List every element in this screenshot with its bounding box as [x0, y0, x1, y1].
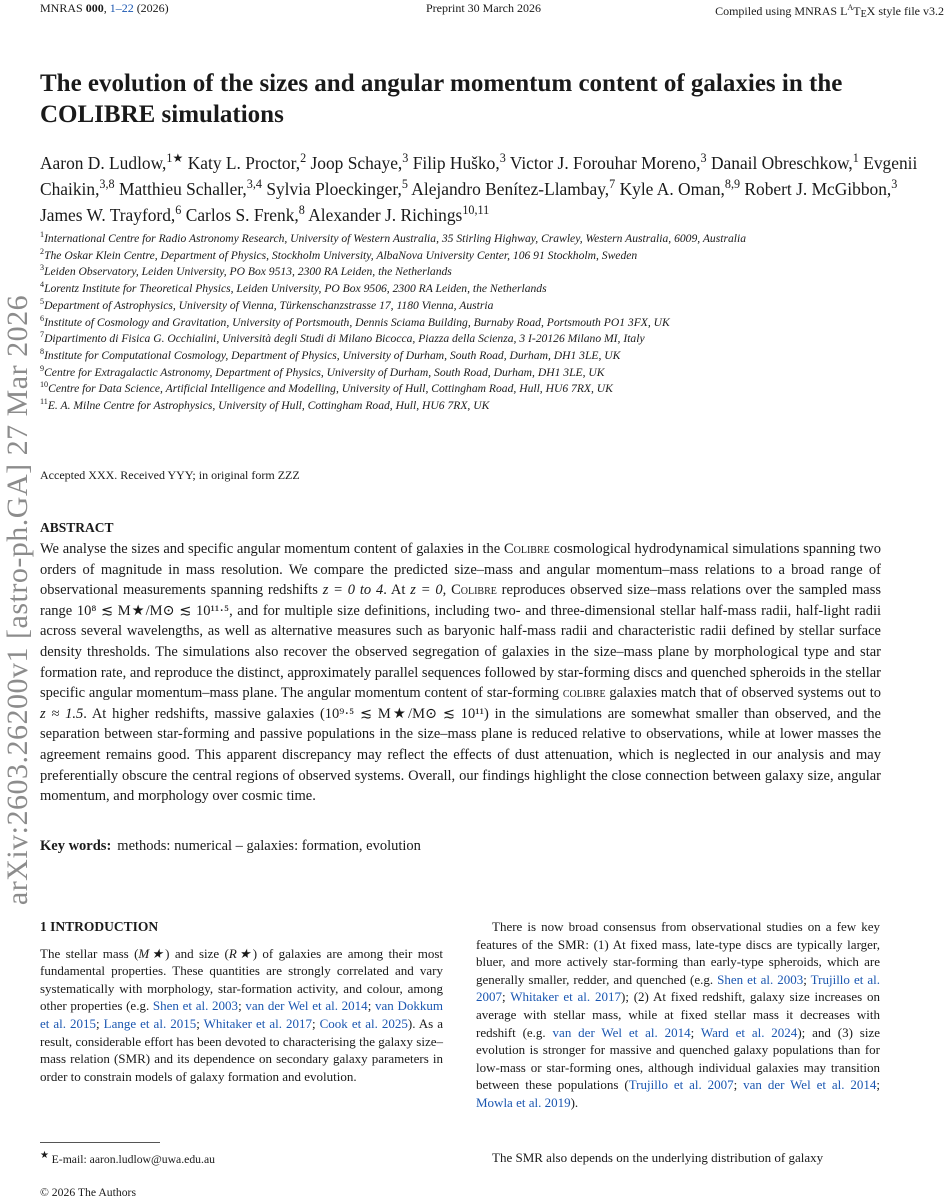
intro-right-column: [476, 918, 880, 1112]
author: Carlos S. Frenk,$^8$: [185, 203, 305, 225]
author: Filip Huško,$^3$: [412, 151, 506, 173]
affiliation: $^2$The Oskar Klein Centre, Department of Physics, Stockholm University, AlbaNova University Center, 106 91 Stockholm, Sweden: [40, 246, 638, 262]
citation-link[interactable]: Whitaker et al. 2017: [203, 1015, 313, 1031]
pages-link[interactable]: 1–22: [109, 1, 134, 15]
affiliation: $^4$Lorentz Institute for Theoretical Physics, Leiden University, PO Box 9506, 2300 RA Leiden, the Netherlands: [40, 280, 547, 296]
running-header-compiled: Compiled using MNRAS $L^ATEX$ style file v3.2: [715, 3, 944, 20]
affiliation: $^7$Dipartimento di Fisica G. Occhialini, Università degli Studi di Milano Bicocca, Piazza della Scienza, 3 I-20126 Milano MI, Italy: [40, 330, 645, 346]
affiliation-list: [40, 231, 940, 415]
section-heading-introduction: 1 INTRODUCTION: [40, 919, 159, 934]
affiliation: $^3$Leiden Observatory, Leiden University, PO Box 9513, 2300 RA Leiden, the Netherlands: [40, 263, 452, 279]
author: Joop Schaye,$^3$: [310, 151, 409, 173]
author: Kyle A. Oman,$^{8,9}$: [619, 177, 741, 199]
author: Danail Obreschkow,$^1$: [710, 151, 859, 173]
citation-link[interactable]: van der Wel et al. 2014: [743, 1077, 877, 1093]
affiliation: $^8$Institute for Computational Cosmology, Department of Physics, University of Durham, South Road, Durham, DH1 3LE, UK: [40, 347, 621, 362]
affiliation: $^9$Centre for Extragalactic Astronomy, Department of Physics, University of Durham, South Road, Durham, DH1 3LE, UK: [40, 363, 605, 379]
citation-link[interactable]: van der Wel et al. 2014: [245, 998, 368, 1014]
author-list: [40, 150, 940, 228]
author: Aaron D. Ludlow,$^{1★}$: [40, 151, 184, 173]
author: Victor J. Forouhar Moreno,$^3$: [509, 151, 707, 173]
arxiv-side-stamp: arXiv:2603.26200v1 [astro-ph.GA] 27 Mar 2026: [1, 294, 34, 906]
affiliation: $^{10}$Centre for Data Science, Artificial Intelligence and Modelling, University of Hull, Cottingham Road, Hull, HU6 7RX, UK: [40, 380, 613, 396]
author: Katy L. Proctor,$^2$: [187, 151, 307, 173]
accepted-line: Accepted XXX. Received YYY; in original form ZZZ: [40, 468, 300, 482]
intro-paragraph-1: The stellar mass (M★) and size (R★) of galaxies are among their most fundamental properties. These quantities are strongly correlated and vary systematically with morphology, star-formation activity, and colour, among other properties (e.g. Shen et al. 2003; van der Wel et al. 2014; van Dokkum et al. 2015; Lange et al. 2015; Whitaker et al. 2017; Cook et al. 2025). As a result, considerable effort has been devoted to characterising the galaxy size–mass relation (SMR) and its dependence on secondary galaxy parameters in order to constrain models of galaxy formation and evolution.: [40, 945, 444, 1084]
citation-link[interactable]: Whitaker et al. 2017: [510, 989, 621, 1005]
citation-link[interactable]: Lange et al. 2015: [103, 1015, 197, 1031]
citation-link[interactable]: van Dokkum et al. 2015: [40, 998, 443, 1031]
citation-link[interactable]: van der Wel et al. 2014: [552, 1024, 691, 1040]
intro-continuation: The SMR also depends on the underlying distribution of galaxy: [492, 1150, 824, 1165]
intro-left-column: [40, 918, 443, 1085]
keywords: Key words: methods: numerical – galaxies: formation, evolution: [40, 838, 421, 854]
author: James W. Trayford,$^6$: [40, 203, 182, 225]
abstract-text: We analyse the sizes and specific angular momentum content of galaxies in the Colibre cosmological hydrodynamical simulations spanning two orders of magnitude in mass resolution. We compare the predicted size–mass and angular momentum–mass relations to a broad range of observational measurements spanning redshifts z = 0 to 4. At z = 0, Colibre reproduces observed size–mass relations over the sampled mass range 10⁸ ≲ M★/M⊙ ≲ 10¹¹·⁵, and for multiple size definitions, including two- and three-dimensional stellar half-mass radii, half-light radii across several wavelengths, as well as alternative measures such as baryonic half-mass radii and characteristic radii defined by stellar surface density thresholds. The simulations also recover the observed segregation of galaxies in the size–mass plane by morphological type and star formation rate, and reproduce the distinct, approximately parallel sequences followed by star-forming discs and quenched spheroids in the stellar specific angular momentum–mass plane. The angular momentum content of star-forming colibre galaxies match that of observed systems out to z ≈ 1.5. At higher redshifts, massive galaxies (10⁹·⁵ ≲ M★/M⊙ ≲ 10¹¹) in the simulations are somewhat smaller than observed, and the separation between star-forming and passive populations in the size–mass plane is reduced relative to observations, while at lower masses the agreement remains good. This apparent discrepancy may reflect the effects of dust attenuation, which is neglected in our analysis and may preferentially obscure the central regions of observed systems. Overall, our findings highlight the close connection between galaxy size, angular momentum, and morphology over cosmic time.: [40, 541, 881, 805]
running-header-preprint: Preprint 30 March 2026: [426, 1, 541, 15]
author: Robert J. McGibbon,$^3$: [744, 177, 898, 199]
citation-link[interactable]: Cook et al. 2025: [319, 1015, 408, 1031]
footnote-email: ★ E-mail: aaron.ludlow@uwa.edu.au: [40, 1150, 215, 1166]
author: Evgenii Chaikin,$^{3,8}$: [40, 153, 918, 199]
author: Matthieu Schaller,$^{3,4}$: [118, 177, 262, 199]
affiliation: $^5$Department of Astrophysics, University of Vienna, Türkenschanzstrasse 17, 1180 Vienna, Austria: [40, 296, 494, 312]
footnote-rule: [40, 1142, 160, 1143]
affiliation: $^1$International Centre for Radio Astronomy Research, University of Western Australia, 35 Stirling Highway, Crawley, Western Australia, 6009, Australia: [40, 230, 747, 245]
abstract-heading: ABSTRACT: [40, 520, 114, 535]
author: Alejandro Benítez-Llambay,$^7$: [411, 177, 616, 199]
copyright: © 2026 The Authors: [40, 1186, 136, 1199]
paper-title: The evolution of the sizes and angular momentum content of galaxies in the COLIBRE simulations: [40, 70, 843, 128]
author: Sylvia Ploeckinger,$^5$: [266, 177, 408, 199]
citation-link[interactable]: Trujillo et al. 2007: [628, 1077, 734, 1093]
running-header-journal: MNRAS 000, 1–22 (2026): [40, 1, 169, 15]
author: Alexander J. Richings$^{10,11}$: [308, 203, 490, 225]
citation-link[interactable]: Shen et al. 2003: [717, 971, 804, 987]
affiliation: $^{11}$E. A. Milne Centre for Astrophysics, University of Hull, Cottingham Road, Hull, HU6 7RX, UK: [40, 397, 490, 413]
affiliation: $^6$Institute of Cosmology and Gravitation, University of Portsmouth, Dennis Sciama Building, Burnaby Road, Portsmouth PO1 3FX, UK: [40, 313, 670, 329]
citation-link[interactable]: Trujillo et al. 2007: [476, 971, 880, 1005]
citation-link[interactable]: Ward et al. 2024: [700, 1024, 798, 1040]
citation-link[interactable]: Shen et al. 2003: [152, 998, 239, 1014]
intro-paragraph-2: There is now broad consensus from observational studies on a few key features of the SMR: (1) At fixed mass, late-type discs are typically larger, bluer, and more actively star-forming than early-type spheroids, which are generally smaller, redder, and quenched (e.g. Shen et al. 2003; Trujillo et al. 2007; Whitaker et al. 2017); (2) At fixed redshift, galaxy size increases on average with stellar mass, while at fixed stellar mass it decreases with redshift (e.g. van der Wel et al. 2014; Ward et al. 2024); and (3) size evolution is stronger for massive and quenched galaxy populations than for low-mass or star-forming ones, although individual galaxies may transition between these populations (Trujillo et al. 2007; van der Wel et al. 2014; Mowla et al. 2019).: [476, 919, 880, 1110]
citation-link[interactable]: Mowla et al. 2019: [476, 1094, 571, 1110]
